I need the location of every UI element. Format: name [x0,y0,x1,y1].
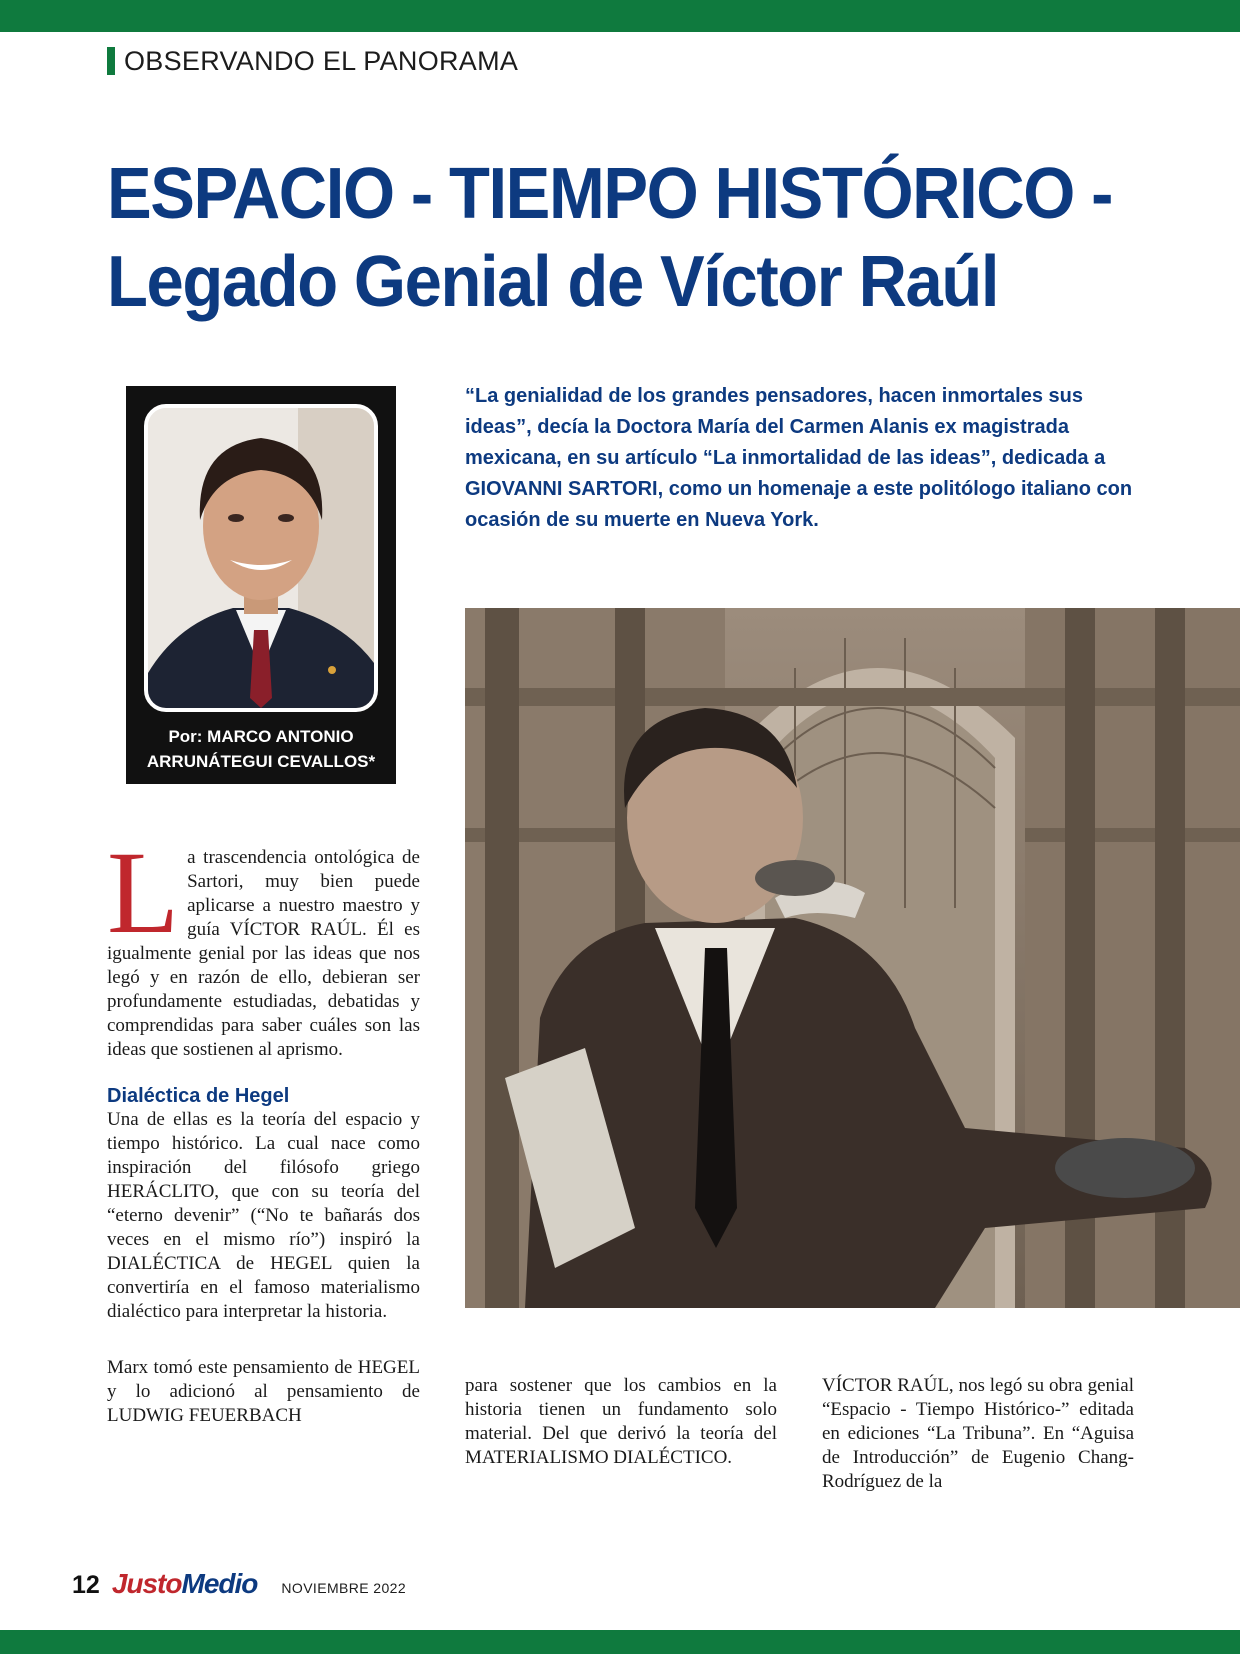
paragraph-5: VÍCTOR RAÚL, nos legó su obra genial “Espacio - Tiempo Histórico-” editada en ediciones “La Tribuna”. En “Aguisa de Introducción” de Eugenio Chang-Rodríguez de la [822,1375,1134,1492]
bottom-color-bar [0,1630,1240,1654]
drop-cap: L [107,827,180,958]
section-label: OBSERVANDO EL PANORAMA [124,45,519,76]
author-line-1: Por: MARCO ANTONIO [168,727,354,746]
issue-date: NOVIEMBRE 2022 [281,1580,407,1596]
lead-quote: “La genialidad de los grandes pensadores, hacen inmortales sus ideas”, decía la Doctora María del Carmen Alanis ex magistrada mexicana, en su artículo “La inmortalidad de las ideas”, dedicada a GIOVANNI SARTORI, como un homenaje a este politólogo italiano con ocasión de su muerte en Nueva York. [465,385,1133,531]
top-color-bar [0,0,1240,32]
page-footer [72,1568,406,1604]
title-line-2: Legado Genial de Víctor Raúl [107,242,999,322]
section-marker [107,47,115,75]
text-column-3 [822,1374,1134,1494]
author-line-2: ARRUNÁTEGUI CEVALLOS* [146,752,376,771]
author-box [126,386,396,784]
article-title [107,150,1149,326]
paragraph-3: Marx tomó este pensamiento de HEGEL y lo adicionó al pensamiento de LUDWIG FEUERBACH [107,1357,420,1426]
main-photo [465,608,1240,1308]
paragraph-1: a trascendencia ontológica de Sartori, muy bien puede aplicarse a nuestro maestro y guía VÍCTOR RAÚL. Él es igualmente genial por las ideas que nos legó y en razón de ello, debieran ser profundamente estudiadas, debatidas y comprendidas para saber cuáles son las ideas que sostienen al aprismo. [107,847,420,1060]
text-column-2 [465,1374,777,1470]
paragraph-2: Una de ellas es la teoría del espacio y tiempo histórico. La cual nace como inspiración del filósofo griego HERÁCLITO, que con su teoría del “eterno devenir” (“No te bañarás dos veces en el mismo río”) inspiró la DIALÉCTICA de HEGEL quien la convertiría en el famoso materialismo dialéctico para interpretar la historia. [107,1109,420,1322]
section-header [107,46,518,76]
author-photo [144,404,378,712]
page-number: 12 [72,1571,100,1599]
subheading: Dialéctica de Hegel [107,1085,290,1107]
magazine-logo: JustoMedio [111,1568,258,1599]
author-byline [126,724,396,774]
paragraph-4: para sostener que los cambios en la historia tienen un fundamento solo material. Del que derivó la teoría del MATERIALISMO DIALÉCTICO. [465,1375,777,1468]
title-line-1: ESPACIO - TIEMPO HISTÓRICO - [107,154,1113,234]
text-column-1 [107,827,420,1428]
